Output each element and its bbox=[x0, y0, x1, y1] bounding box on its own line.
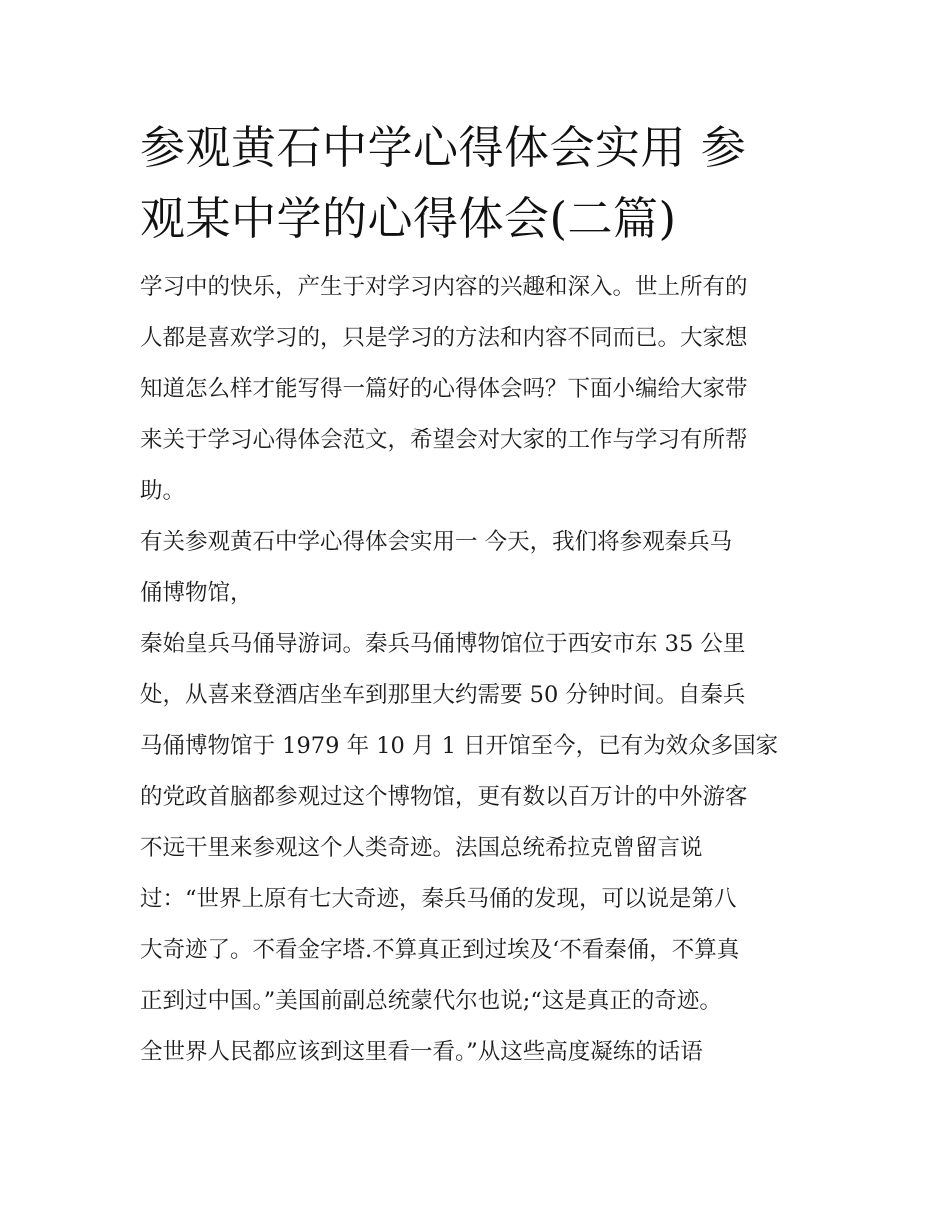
title-line: 观某中学的心得体会(二篇) bbox=[140, 192, 677, 245]
text-line: 全世界人民都应该到这里看一看。”从这些高度凝练的话语 bbox=[140, 1039, 703, 1065]
section-heading-paragraph bbox=[140, 517, 812, 619]
text-line: 不远干里来参观这个人类奇迹。法国总统希拉克曾留言说 bbox=[140, 835, 703, 861]
text-line: 秦始皇兵马俑导游词。秦兵马俑博物馆位于西安市东 35 公里 bbox=[140, 631, 746, 657]
text-line: 俑博物馆， bbox=[140, 580, 253, 606]
text-line: 正到过中国。”美国前副总统蒙代尔也说;“这是真正的奇迹。 bbox=[140, 988, 722, 1014]
text-line: 来关于学习心得体会范文，希望会对大家的工作与学习有所帮 bbox=[140, 427, 748, 453]
title-line: 参观黄石中学心得体会实用 参 bbox=[140, 121, 747, 174]
text-line: 学习中的快乐，产生于对学习内容的兴趣和深入。世上所有的 bbox=[140, 274, 748, 300]
document-body bbox=[140, 262, 812, 1078]
text-line: 大奇迹了。不看金字塔.不算真正到过埃及‘不看秦俑，不算真 bbox=[140, 937, 740, 963]
text-line: 助。 bbox=[140, 478, 186, 504]
text-line: 马俑博物馆于 1979 年 10 月 1 日开馆至今，已有为效众多国家 bbox=[140, 733, 779, 759]
text-line: 过：“世界上原有七大奇迹，秦兵马俑的发现，可以说是第八 bbox=[140, 886, 737, 912]
document-content bbox=[140, 112, 812, 1078]
text-line: 人都是喜欢学习的，只是学习的方法和内容不同而已。大家想 bbox=[140, 325, 748, 351]
text-line: 处，从喜来登酒店坐车到那里大约需要 50 分钟时间。自秦兵 bbox=[140, 682, 746, 708]
intro-paragraph bbox=[140, 262, 812, 517]
text-line: 知道怎么样才能写得一篇好的心得体会吗？下面小编给大家带 bbox=[140, 376, 748, 402]
guide-paragraph bbox=[140, 619, 812, 1078]
document-title bbox=[140, 112, 812, 254]
text-line: 有关参观黄石中学心得体会实用一 今天，我们将参观秦兵马 bbox=[140, 529, 733, 555]
text-line: 的党政首脑都参观过这个博物馆，更有数以百万计的中外游客 bbox=[140, 784, 748, 810]
